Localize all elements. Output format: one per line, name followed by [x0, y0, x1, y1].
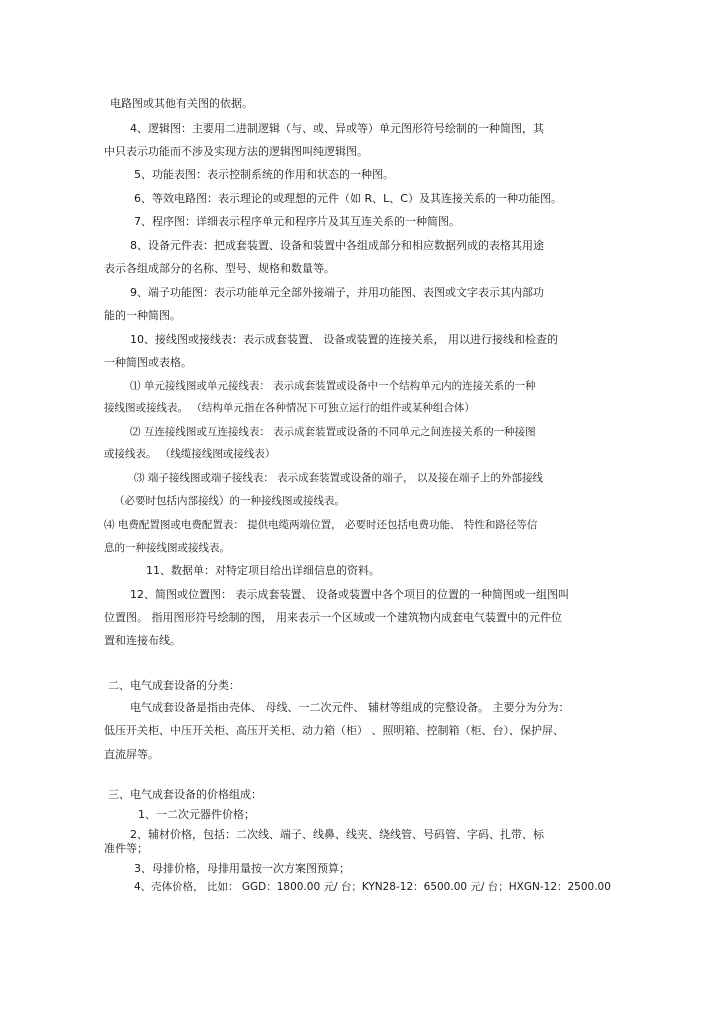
text-line: 4、壳体价格， 比如： GGD：1800.00 元/ 台；KYN28-12：6500.00 元/ 台；HXGN-12：2500.00 [134, 881, 611, 893]
text-line: 11、数据单：对特定项目给出详细信息的资料。 [146, 564, 380, 577]
text-line: 息的一种接线图或接线表。 [104, 542, 230, 554]
section-heading: 二、电气成套设备的分类： [108, 679, 240, 692]
text-line: 12、简图或位置图： 表示成套装置、 设备或装置中各个项目的位置的一种简图或一组图叫 [130, 588, 569, 601]
text-line: 电气成套设备是指由壳体、 母线、一二次元件、 辅材等组成的完整设备。 主要分为分为： [130, 701, 570, 714]
text-line: 4、逻辑图：主要用二进制逻辑（与、或、异或等）单元图形符号绘制的一种简图，其 [130, 122, 544, 135]
text-line: （必要时包括内部接线）的一种接线图或接线表。 [114, 495, 345, 507]
text-line: 6、等效电路图：表示理论的或理想的元件（如 R、L、C）及其连接关系的一种功能图。 [134, 192, 562, 205]
text-line: 电路图或其他有关图的依据。 [110, 97, 253, 110]
text-line: 3、母排价格，母排用量按一次方案图预算； [134, 862, 350, 875]
text-line: 低压开关柜、中压开关柜、高压开关柜、动力箱（柜） 、照明箱、控制箱（柜、台）、保护屏、 [104, 724, 564, 737]
text-line: 表示各组成部分的名称、型号、规格和数量等。 [104, 262, 335, 275]
text-line: 或接线表。 （线缆接线图或接线表） [104, 448, 276, 460]
text-line: 直流屏等。 [104, 748, 159, 761]
text-line: ⑶ 端子接线图或端子接线表： 表示成套装置或设备的端子， 以及接在端子上的外部接线 [134, 472, 544, 484]
text-line: 1、一二次元器件价格； [138, 808, 255, 821]
text-line: 9、端子功能图：表示功能单元全部外接端子，并用功能图、表图或文字表示其内部功 [130, 286, 544, 299]
text-line: ⑴ 单元接线图或单元接线表： 表示成套装置或设备中一个结构单元内的连接关系的一种 [130, 380, 536, 392]
text-line: 7、程序图：详细表示程序单元和程序片及其互连关系的一种简图。 [134, 215, 460, 228]
text-line: 中只表示功能而不涉及实现方法的逻辑图叫纯逻辑图。 [104, 145, 368, 158]
text-line: 10、接线图或接线表：表示成套装置、 设备或装置的连接关系， 用以进行接线和检查的 [130, 333, 558, 346]
text-line: 5、功能表图：表示控制系统的作用和状态的一种图。 [134, 168, 394, 181]
text-line: 能的一种简图。 [104, 309, 181, 322]
section-heading: 三、电气成套设备的价格组成： [108, 788, 262, 801]
text-line: ⑵ 互连接线图或互连接线表： 表示成套装置或设备的不同单元之间连接关系的一种接图 [130, 426, 536, 438]
text-line: 接线图或接线表。 （结构单元指在各种情况下可独立运行的组件或某种组合体） [104, 402, 475, 414]
text-line: 准件等； [104, 842, 148, 855]
text-line: 位置图。 指用图形符号绘制的图， 用来表示一个区域或一个建筑物内成套电气装置中的元件位 [104, 611, 562, 624]
text-line: 8、设备元件表：把成套装置、设备和装置中各组成部分和相应数据列成的表格其用途 [130, 239, 544, 252]
text-line: ⑷ 电费配置图或电费配置表： 提供电缆两端位置， 必要时还包括电费功能、 特性和路径等信 [104, 519, 538, 531]
text-line: 一种简图或表格。 [104, 356, 192, 369]
text-line: 置和连接布线。 [104, 634, 181, 647]
text-line: 2、辅材价格，包括：二次线、端子、线鼻、线夹、绕线管、号码管、字码、扎带、标 [130, 828, 544, 841]
